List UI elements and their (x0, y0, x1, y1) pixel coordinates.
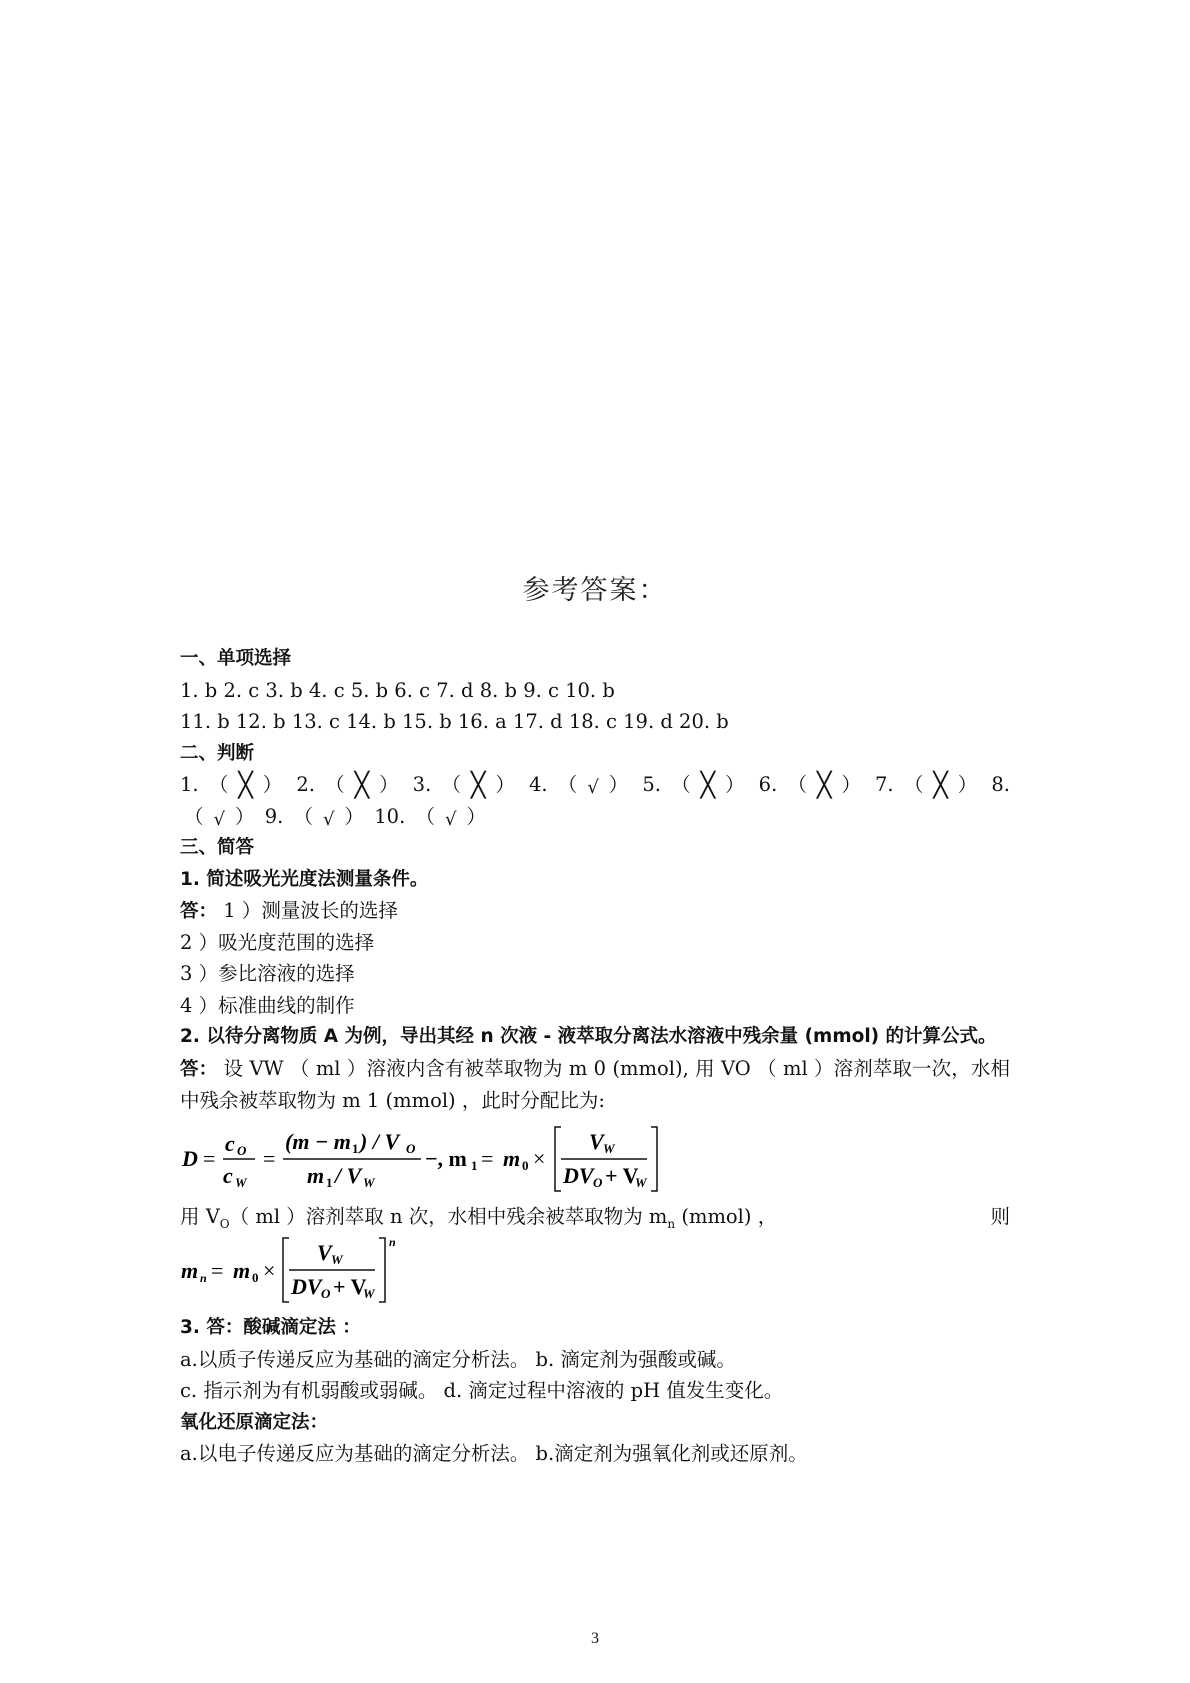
answer-2-paragraph-1: 答： 设 VW （ ml ）溶液内含有被萃取物为 m 0 (mmol), 用 VO （ ml ）溶剂萃取一次，水相中残余被萃取物为 m 1 (mmol) ，此时分配比为: (180, 1056, 1010, 1112)
svg-text:V: V (317, 1240, 332, 1265)
svg-text:m: m (503, 1145, 521, 1171)
answer-2-then: 则 (990, 1204, 1010, 1228)
cross-mark-icon: ╳ (933, 771, 948, 799)
judge-item-4: 4. （ √ ） (528, 773, 629, 798)
svg-text:W: W (603, 1140, 615, 1156)
judge-item-9: 9. （ √ ） (264, 804, 365, 830)
judge-item-2: 2. （ ╳ ） (296, 771, 399, 799)
question-1: 1. 简述吸光光度法测量条件。 (180, 868, 429, 890)
svg-text:n: n (200, 1271, 207, 1285)
judge-item-1: 1. （ ╳ ） (180, 771, 283, 799)
judge-answers-row-1 (180, 769, 1010, 801)
svg-text:V: V (589, 1128, 604, 1154)
judge-item-3: 3. （ ╳ ） (412, 771, 515, 799)
svg-text:m: m (233, 1258, 251, 1283)
cross-mark-icon: ╳ (238, 771, 253, 799)
answer-3-line-2: c. 指示剂为有机弱酸或弱碱。 d. 滴定过程中溶液的 pH 值发生变化。 (180, 1379, 784, 1402)
choice-answers-line-2: 11. b 12. b 13. c 14. b 15. b 16. a 17. d 18. c 19. d 20. b (180, 710, 729, 733)
svg-text:1: 1 (352, 1140, 359, 1156)
svg-text:c: c (223, 1162, 233, 1188)
svg-text:DV: DV (563, 1162, 594, 1188)
svg-text:W: W (235, 1174, 247, 1190)
judge-item-7: 7. （ ╳ ） (875, 771, 978, 799)
svg-text:=: = (203, 1145, 216, 1171)
check-mark-icon: √ (323, 808, 335, 830)
page-title: 参考答案： (522, 575, 668, 606)
answer-content (180, 643, 1010, 1470)
svg-text:O: O (406, 1140, 416, 1156)
svg-text:=: = (211, 1258, 224, 1283)
judge-item-10: 10. （ √ ） (374, 804, 486, 830)
svg-text:m: m (181, 1258, 199, 1283)
cross-mark-icon: ╳ (700, 771, 716, 799)
svg-text:+ V: + V (605, 1162, 639, 1188)
check-mark-icon: √ (587, 777, 599, 798)
svg-text:×: × (533, 1145, 546, 1171)
judge-item-8-mark: （ √ ） (184, 804, 255, 830)
judge-item-8-num: 8. (991, 773, 1010, 796)
answer-2-paragraph-2 (180, 1201, 1010, 1233)
distribution-ratio-formula (180, 1121, 1010, 1197)
judge-answers-row-2 (180, 801, 1010, 833)
svg-text:c: c (225, 1130, 235, 1156)
answer-3-heading-acid-base: 3. 答：酸碱滴定法 ： (180, 1317, 361, 1338)
answer-1-line-4: 4 ）标准曲线的制作 (180, 993, 355, 1017)
section1-heading: 一、单项选择 (180, 648, 292, 669)
question-2: 2. 以待分离物质 A 为例，导出其经 n 次液 - 液萃取分离法水溶液中残余量 (mmol) 的计算公式。 (180, 1026, 997, 1047)
svg-text:×: × (263, 1258, 276, 1283)
svg-text:W: W (363, 1286, 375, 1301)
check-mark-icon: √ (213, 808, 225, 830)
svg-text:DV: DV (291, 1274, 322, 1299)
svg-text:1: 1 (471, 1157, 478, 1173)
svg-text:+ V: + V (333, 1274, 367, 1299)
svg-text:=: = (481, 1145, 494, 1171)
residual-amount-formula (180, 1234, 1010, 1306)
page-number: 3 (591, 1630, 599, 1647)
svg-text:) / V: ) / V (360, 1128, 400, 1154)
answer-3-heading-redox: 氧化还原滴定法： (180, 1411, 329, 1433)
svg-text:1: 1 (326, 1174, 333, 1190)
svg-text:W: W (635, 1174, 647, 1190)
section2-heading: 二、判断 (180, 742, 255, 764)
svg-text:W: W (331, 1252, 343, 1267)
svg-text:(m − m: (m − m (285, 1128, 351, 1154)
cross-mark-icon: ╳ (470, 771, 486, 799)
svg-text:O: O (593, 1174, 603, 1190)
answer-2-paragraph-2-text: 用 $V_O$（ ml ）溶剂萃取 n 次，水相中残余被萃取物为 $m_n$ (mmol) ， (180, 1204, 778, 1231)
answer-1-line-3: 3 ）参比溶液的选择 (180, 962, 355, 985)
check-mark-icon: √ (444, 808, 457, 830)
svg-text:−, m: −, m (425, 1145, 467, 1171)
cross-mark-icon: ╳ (817, 771, 832, 799)
answer-3-line-3: a.以电子传递反应为基础的滴定分析法。 b.滴定剂为强氧化剂或还原剂。 (180, 1442, 808, 1465)
svg-text:O: O (237, 1142, 247, 1158)
svg-text:W: W (363, 1174, 375, 1190)
choice-answers-line-1: 1. b 2. c 3. b 4. c 5. b 6. c 7. d 8. b 9. c 10. b (180, 678, 615, 702)
judge-item-5: 5. （ ╳ ） (642, 771, 745, 799)
svg-text:O: O (321, 1286, 331, 1301)
answer-3-line-1: a.以质子传递反应为基础的滴定分析法。 b. 滴定剂为强酸或碱。 (180, 1347, 736, 1371)
judge-item-6: 6. （ ╳ ） (758, 771, 861, 799)
answer-1-line-1: 答： 1 ）测量波长的选择 (180, 899, 398, 922)
svg-text:0: 0 (252, 1270, 259, 1285)
answer-1-line-2: 2 ）吸光度范围的选择 (180, 930, 375, 954)
svg-text:/ V: / V (335, 1162, 362, 1188)
cross-mark-icon: ╳ (354, 771, 370, 799)
svg-text:D: D (182, 1145, 198, 1171)
svg-text:0: 0 (522, 1157, 529, 1173)
svg-text:m: m (307, 1162, 325, 1188)
section3-heading: 三、简答 (180, 837, 255, 858)
svg-text:n: n (389, 1235, 396, 1249)
svg-text:=: = (263, 1145, 276, 1171)
